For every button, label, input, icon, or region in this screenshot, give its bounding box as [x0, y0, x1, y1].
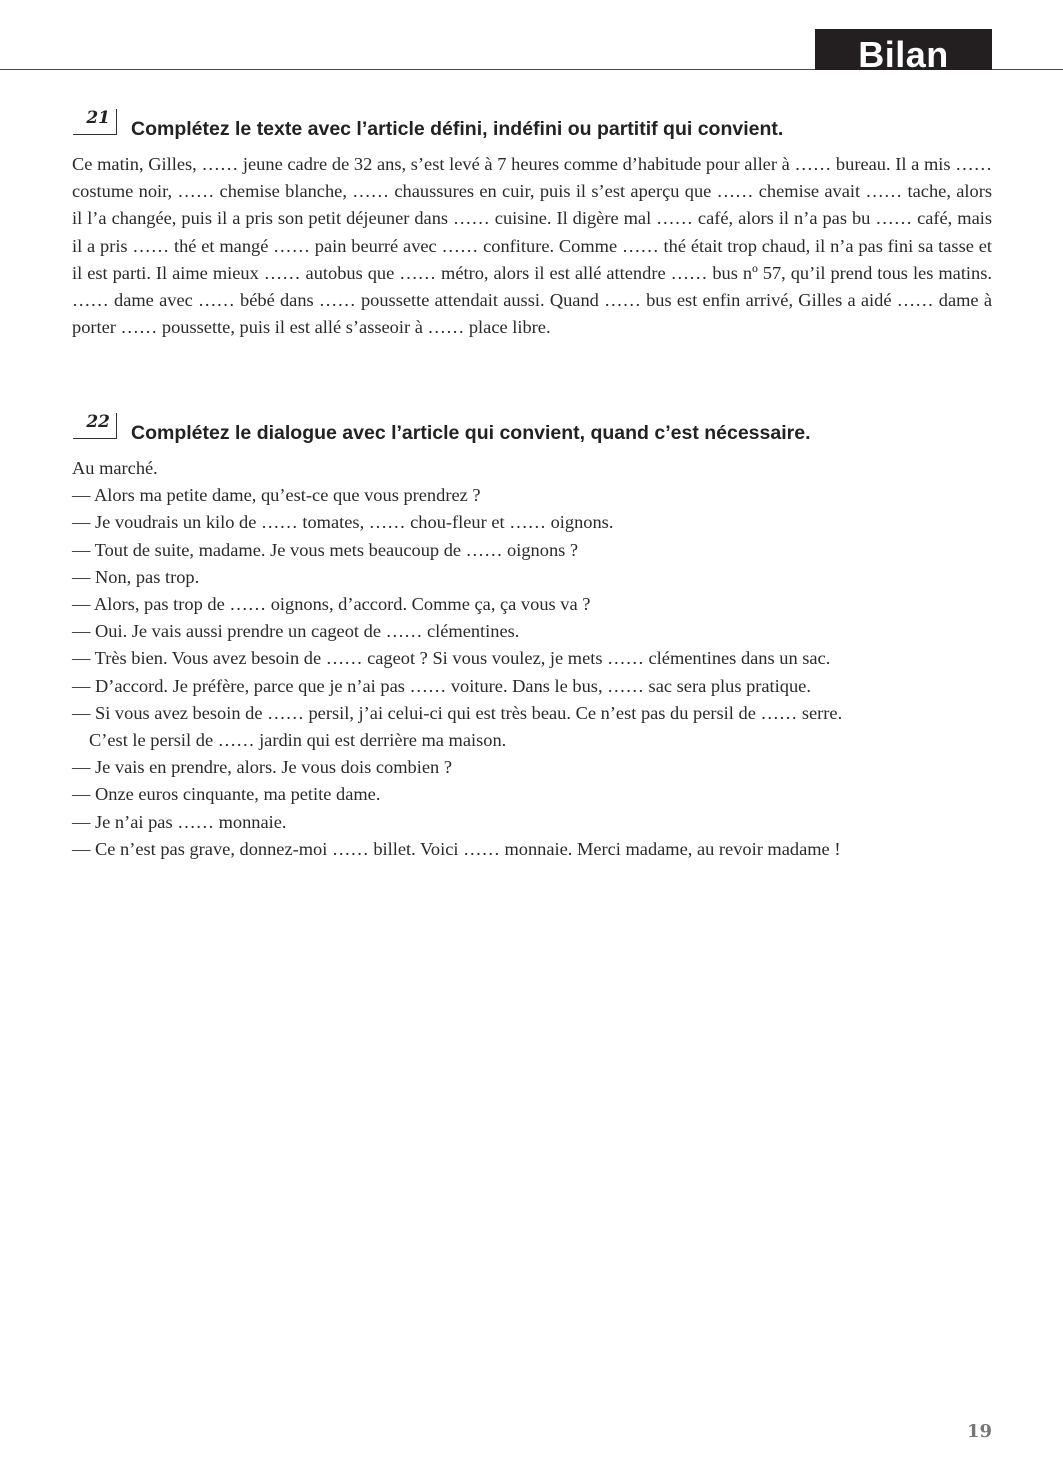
dialogue-line-continuation: C’est le persil de …… jardin qui est derrière ma maison. [89, 730, 507, 751]
dialogue-line: — D’accord. Je préfère, parce que je n’ai pas …… voiture. Dans le bus, …… sac sera plus pratique. [72, 675, 811, 696]
dialogue-line: — Ce n’est pas grave, donnez-moi …… billet. Voici …… monnaie. Merci madame, au revoir madame ! [72, 838, 841, 859]
dialogue-line: — Oui. Je vais aussi prendre un cageot de …… clémentines. [72, 621, 520, 642]
section-tab: Bilan [815, 29, 992, 70]
dialogue-line: — Tout de suite, madame. Je vous mets beaucoup de …… oignons ? [72, 539, 579, 560]
dialogue-line: — Je voudrais un kilo de …… tomates, …… chou-fleur et …… oignons. [72, 512, 614, 533]
dialogue-setting: Au marché. [72, 458, 158, 478]
dialogue-line: — Alors ma petite dame, qu’est-ce que vous prendrez ? [72, 485, 481, 506]
page-number: 19 [966, 1421, 992, 1442]
dialogue-line: — Si vous avez besoin de …… persil, j’ai celui-ci qui est très beau. Ce n’est pas du persil de …… serre. [72, 702, 843, 723]
exercise-22-dialogue [72, 455, 1002, 863]
dialogue-line: — Non, pas trop. [72, 566, 200, 587]
exercise-21-instruction: Complétez le texte avec l’article défini, indéfini ou partitif qui convient. [131, 118, 784, 140]
dialogue-line: — Onze euros cinquante, ma petite dame. [72, 784, 381, 805]
dialogue-line: — Alors, pas trop de …… oignons, d’accord. Comme ça, ça vous va ? [72, 594, 591, 615]
exercise-22-instruction: Complétez le dialogue avec l’article qui convient, quand c’est nécessaire. [131, 422, 811, 444]
dialogue-line: — Très bien. Vous avez besoin de …… cageot ? Si vous voulez, je mets …… clémentines dans un sac. [72, 648, 831, 669]
dialogue-line: — Je vais en prendre, alors. Je vous dois combien ? [72, 757, 452, 778]
exercise-21-number: 21 [73, 109, 117, 135]
dialogue-line: — Je n’ai pas …… monnaie. [72, 811, 287, 832]
exercise-22-number: 22 [73, 413, 117, 439]
exercise-21-text: Ce matin, Gilles, …… jeune cadre de 32 ans, s’est levé à 7 heures comme d’habitude pour aller à …… bureau. Il a mis …… costume noir, …… chemise blanche, …… chaussures en cuir, puis il s’est aperçu que …… chemise avait …… tache, alors il l’a changée, puis il a pris son petit déjeuner dans …… cuisine. Il digère mal …… café, alors il n’a pas bu …… café, mais il a pris …… thé et mangé …… pain beurré avec …… confiture. Comme …… thé était trop chaud, il n’a pas fini sa tasse et il est parti. Il aime mieux …… autobus que …… métro, alors il est allé attendre …… bus nº 57, qu’il prend tous les matins. …… dame avec …… bébé dans …… poussette attendait aussi. Quand …… bus est enfin arrivé, Gilles a aidé …… dame à porter …… poussette, puis il est allé s’asseoir à …… place libre. [72, 154, 992, 338]
